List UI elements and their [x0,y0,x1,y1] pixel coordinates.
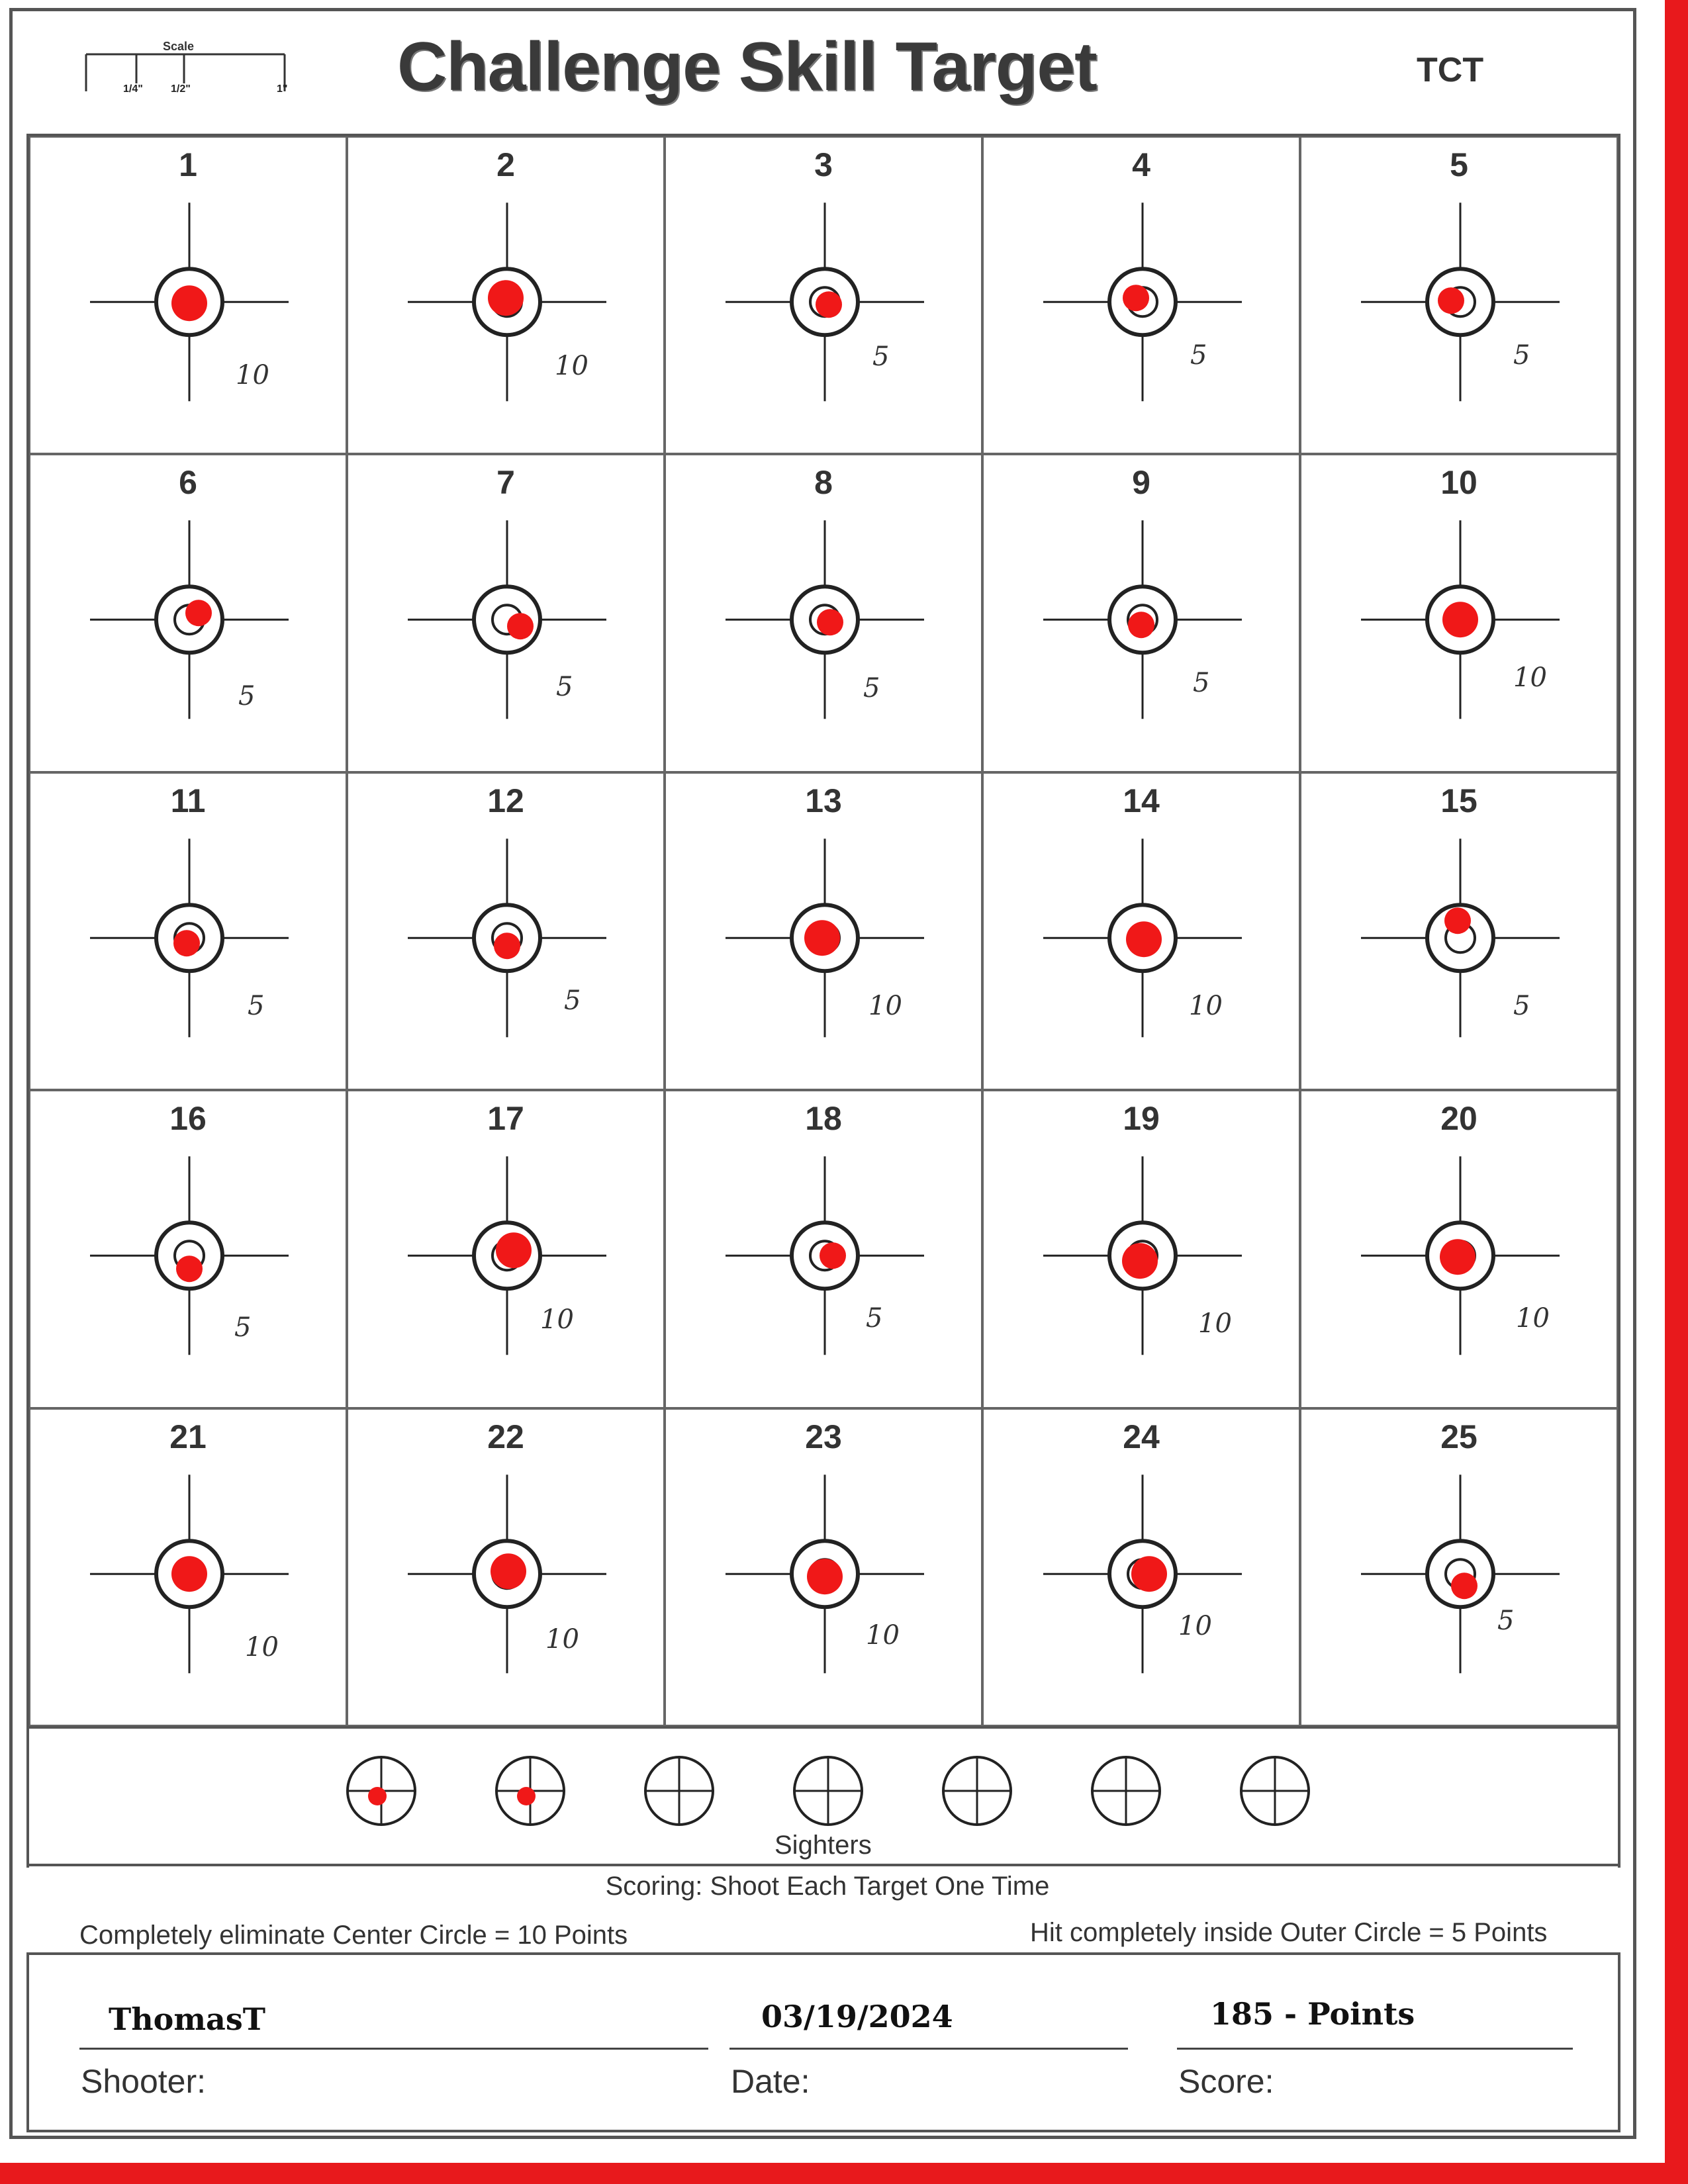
date-value[interactable]: 03/19/2024 [761,1999,953,2034]
shooter-value[interactable]: ThomasT [109,2001,265,2037]
target-cell [1300,136,1618,454]
shooter-underline [79,2048,708,2050]
target-cell [29,1090,347,1408]
target-cell [1300,772,1618,1090]
target-number: 12 [487,782,524,819]
scale-tick-label: 1" [277,83,288,95]
bullet-hole [517,1787,536,1805]
bullet-hole [1131,1556,1167,1592]
crosshair-target [984,1410,1299,1725]
scale-ruler [85,40,297,106]
sighters-label: Sighters [774,1831,872,1860]
handwritten-score: 5 [248,990,265,1021]
handwritten-score: 10 [540,1304,574,1336]
target-number: 9 [1132,464,1150,502]
target-cell [982,454,1300,772]
score-underline [1177,2048,1573,2050]
bullet-hole [1451,1572,1477,1599]
target-cell [665,454,982,772]
target-number: 5 [1450,146,1468,183]
target-cell [1300,1408,1618,1726]
handwritten-score: 5 [872,341,890,373]
bullet-hole [496,1232,532,1268]
target-number: 21 [169,1418,207,1455]
scoring-title: Scoring: Shoot Each Target One Time [605,1872,1050,1901]
crosshair-target [30,1410,346,1725]
target-cell [347,772,665,1090]
target-number: 10 [1440,464,1477,502]
crosshair-target [666,138,981,453]
handwritten-score: 10 [1198,1308,1232,1340]
scale-tick-label: 1/2" [171,83,191,95]
crosshair-target [30,138,346,453]
handwritten-score: 5 [564,985,581,1016]
target-cell [29,454,347,772]
handwritten-score: 5 [1513,340,1530,371]
target-number: 17 [487,1100,524,1138]
target-number: 6 [179,464,197,502]
crosshair-target [666,455,981,770]
target-cell [1300,1090,1618,1408]
bullet-hole [817,610,843,636]
bullet-hole [173,930,200,956]
target-cell [347,1408,665,1726]
target-number: 23 [805,1418,842,1455]
crosshair-target [1301,1410,1617,1725]
target-number: 18 [805,1100,842,1138]
handwritten-score: 5 [238,680,256,711]
target-cell [347,136,665,454]
target-number: 14 [1123,782,1160,819]
crosshair-target [30,1091,346,1406]
handwritten-score: 10 [1513,662,1547,693]
crosshair-target [984,774,1299,1089]
handwritten-score: 5 [863,672,880,704]
shooter-label: Shooter: [81,2063,207,2100]
page-edge-bottom [0,2163,1688,2184]
target-number: 8 [814,464,833,502]
handwritten-score: 10 [866,1619,900,1651]
page-title: Challenge Skill Target [397,28,1097,105]
sighter-target [494,1755,566,1827]
crosshair-target [348,1410,663,1725]
target-cell [665,1408,982,1726]
bullet-hole [368,1787,387,1805]
bullet-hole [807,1559,843,1594]
crosshair-target [666,1091,981,1406]
crosshair-target [348,1091,663,1406]
target-number: 1 [179,146,197,183]
target-number: 20 [1440,1100,1477,1138]
scale-tick-label: 1/4" [123,83,143,95]
crosshair-target [1301,774,1617,1089]
crosshair-target [348,774,663,1089]
target-cell [29,1408,347,1726]
target-cell [29,772,347,1090]
date-label: Date: [731,2063,810,2100]
target-number: 25 [1440,1418,1477,1455]
target-number: 16 [169,1100,207,1138]
handwritten-score: 5 [234,1312,252,1343]
sighter-target [643,1755,715,1827]
target-cell [347,1090,665,1408]
bullet-hole [1442,602,1478,638]
bullet-hole [1444,907,1471,934]
target-cell [982,772,1300,1090]
target-number: 15 [1440,782,1477,819]
crosshair-target [666,1410,981,1725]
date-underline [729,2048,1128,2050]
bullet-hole [816,291,842,318]
target-cell [665,1090,982,1408]
handwritten-score: 5 [1513,990,1530,1021]
target-number: 19 [1123,1100,1160,1138]
target-number: 7 [496,464,515,502]
target-number: 13 [805,782,842,819]
crosshair-target [30,774,346,1089]
crosshair-target [984,1091,1299,1406]
scale-label: Scale [163,40,195,53]
brand-mark: TCT [1417,51,1484,89]
target-cell [982,1408,1300,1726]
scale-indicator [85,40,297,106]
bullet-hole [494,933,520,959]
bullet-hole [1123,285,1149,311]
crosshair-target [1301,455,1617,770]
handwritten-score: 10 [245,1631,279,1662]
handwritten-score: 10 [555,351,588,382]
target-number: 11 [170,782,206,819]
handwritten-score: 10 [1178,1610,1212,1641]
bullet-hole [491,1553,526,1589]
target-cell [347,454,665,772]
target-number: 2 [496,146,515,183]
target-number: 3 [814,146,833,183]
divider [26,1864,1620,1866]
handwritten-score: 10 [1516,1303,1550,1334]
handwritten-score: 5 [1190,340,1207,371]
footer-box [26,1954,1620,2132]
scoring-rule-outer: Hit completely inside Outer Circle = 5 Points [1030,1918,1548,1947]
crosshair-target [666,774,981,1089]
handwritten-score: 5 [1497,1605,1515,1636]
sighter-target [941,1755,1013,1827]
score-value[interactable]: 185 - Points [1210,1996,1415,2032]
bullet-hole [804,920,840,956]
crosshair-target [348,138,663,453]
bullet-hole [176,1255,203,1282]
target-cell [982,1090,1300,1408]
handwritten-score: 5 [866,1303,883,1334]
target-grid [26,134,1620,1729]
sighter-target [1090,1755,1162,1827]
bullet-hole [1126,921,1162,957]
target-cell [1300,454,1618,772]
bullet-hole [1438,287,1464,314]
sighter-target [1239,1755,1311,1827]
target-number: 22 [487,1418,524,1455]
target-number: 24 [1123,1418,1160,1455]
bullet-hole [1122,1243,1158,1279]
crosshair-target [984,455,1299,770]
target-number: 4 [1132,146,1150,183]
target-cell [665,136,982,454]
handwritten-score: 5 [1193,667,1210,698]
bullet-hole [1440,1239,1476,1275]
scoring-rule-center: Completely eliminate Center Circle = 10 Points [79,1921,628,1950]
score-label: Score: [1178,2063,1274,2100]
bullet-hole [820,1242,846,1269]
handwritten-score: 10 [236,360,269,391]
handwritten-score: 10 [545,1623,579,1655]
crosshair-target [30,455,346,770]
sighter-target [792,1755,864,1827]
handwritten-score: 10 [1189,990,1223,1021]
bullet-hole [1128,612,1154,639]
handwritten-score: 10 [868,990,902,1021]
page-edge-right [1665,0,1688,2184]
bullet-hole [488,280,524,316]
sighter-target [346,1755,417,1827]
handwritten-score: 5 [556,671,573,702]
target-cell [29,136,347,454]
crosshair-target [1301,1091,1617,1406]
crosshair-target [1301,138,1617,453]
crosshair-target [984,138,1299,453]
target-cell [665,772,982,1090]
bullet-hole [507,614,534,640]
bullet-hole [171,1556,207,1592]
crosshair-target [348,455,663,770]
bullet-hole [185,600,212,627]
bullet-hole [171,285,207,321]
target-cell [982,136,1300,454]
